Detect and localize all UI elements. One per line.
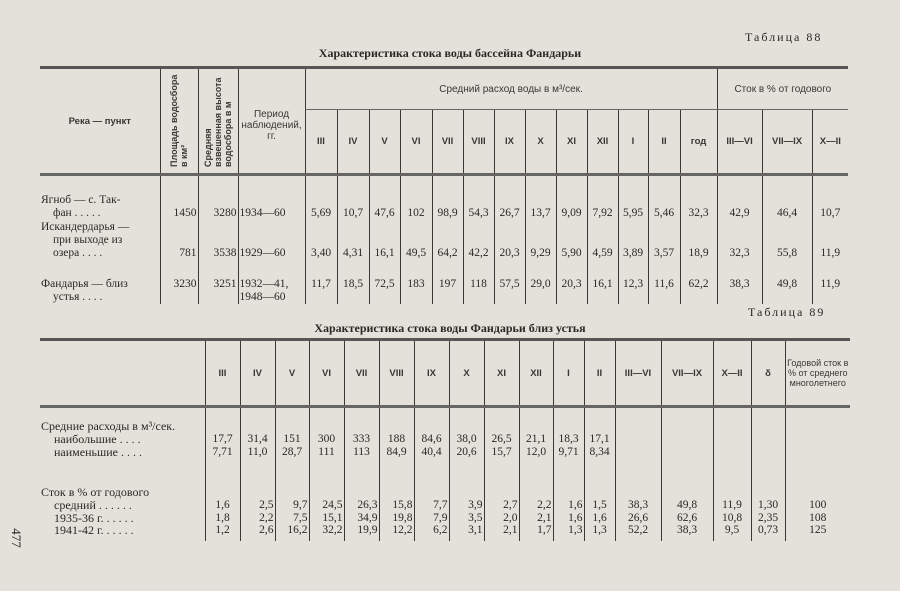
row-value: [615, 433, 661, 446]
empty-cell: [484, 537, 519, 541]
row-value: 113: [344, 446, 379, 459]
table-89-title: Характеристика стока воды Фандарьи близ устья: [314, 321, 586, 335]
row-value: 15,7: [484, 446, 519, 459]
empty-cell: [205, 458, 240, 480]
row-value: 15,1: [309, 512, 344, 525]
month-flow-value: 49,5: [400, 220, 432, 260]
page-number: 477: [8, 528, 24, 548]
table-row: [40, 260, 848, 304]
table-89: [40, 338, 850, 541]
row-value: 10,8: [713, 512, 751, 525]
row-value: 1,6: [205, 499, 240, 512]
table-89-number: Таблица 89: [748, 305, 826, 319]
height-value: 3280: [198, 175, 238, 221]
row-value: 38,3: [615, 499, 661, 512]
month-flow-value: 18,5: [337, 260, 369, 304]
empty-cell: [275, 480, 309, 499]
header-column: X: [449, 340, 484, 407]
empty-cell: [414, 537, 449, 541]
month-flow-value: 98,9: [432, 175, 463, 221]
empty-cell: [519, 480, 553, 499]
row-value: 26,6: [615, 512, 661, 525]
empty-cell: [240, 407, 275, 434]
row-label: 1935-36 г. . . . . .: [54, 511, 134, 524]
row-value: 2,0: [484, 512, 519, 525]
empty-cell: [519, 537, 553, 541]
header-column: VI: [309, 340, 344, 407]
row-value: 52,2: [615, 524, 661, 537]
row-value: 6,2: [414, 524, 449, 537]
period-share-value: 46,4: [762, 175, 812, 221]
spacer-row: [40, 537, 850, 541]
row-value: 12,0: [519, 446, 553, 459]
header-column: X—II: [713, 340, 751, 407]
section-title-row: [40, 480, 850, 499]
row-value: 1,7: [519, 524, 553, 537]
month-flow-value: 13,7: [525, 175, 556, 221]
river-name-line: фан . . . . .: [53, 207, 101, 219]
row-value: 11,9: [713, 499, 751, 512]
month-flow-value: 54,3: [463, 175, 494, 221]
header-period-share: X—II: [812, 110, 848, 175]
row-value: 28,7: [275, 446, 309, 459]
row-value: 2,1: [484, 524, 519, 537]
river-name-line: Фандарья — близ: [41, 278, 128, 290]
row-value: 34,9: [344, 512, 379, 525]
header-period-share: VII—IX: [762, 110, 812, 175]
empty-cell: [205, 537, 240, 541]
empty-cell: [309, 407, 344, 434]
header-row: [40, 340, 850, 407]
row-value: 100: [785, 499, 850, 512]
empty-cell: [553, 480, 584, 499]
header-annual-share: Годовой сток в % от среднего многолетнего: [785, 340, 850, 407]
row-value: [713, 446, 751, 459]
period-share-value: 32,3: [717, 220, 762, 260]
month-flow-value: 5,46: [648, 175, 680, 221]
area-value: 781: [160, 220, 198, 260]
header-column: IV: [240, 340, 275, 407]
row-label: наибольшие . . . .: [54, 433, 141, 446]
empty-cell: [713, 480, 751, 499]
row-value: [661, 433, 713, 446]
empty-cell: [309, 537, 344, 541]
row-value: 9,7: [275, 499, 309, 512]
header-period: Период наблюдений, гг.: [238, 68, 305, 175]
month-flow-value: 57,5: [494, 260, 525, 304]
area-value: 1450: [160, 175, 198, 221]
row-value: 16,2: [275, 524, 309, 537]
month-flow-value: 4,31: [337, 220, 369, 260]
month-flow-value: 183: [400, 260, 432, 304]
empty-cell: [449, 537, 484, 541]
month-flow-value: 3,40: [305, 220, 337, 260]
row-label: 1941-42 г. . . . . .: [54, 524, 134, 537]
row-value: 84,6: [414, 433, 449, 446]
row-value: 188: [379, 433, 414, 446]
empty-cell: [713, 407, 751, 434]
spacer-row: [40, 458, 850, 480]
month-flow-value: 4,59: [587, 220, 618, 260]
empty-cell: [584, 537, 615, 541]
row-value: 0,73: [751, 524, 785, 537]
header-column: III: [205, 340, 240, 407]
empty-cell: [240, 537, 275, 541]
row-value: 9,71: [553, 446, 584, 459]
empty-cell: [414, 480, 449, 499]
table-row: [40, 446, 850, 459]
period-share-value: 42,9: [717, 175, 762, 221]
empty-cell: [379, 458, 414, 480]
empty-cell: [484, 407, 519, 434]
month-flow-value: 72,5: [369, 260, 400, 304]
row-value: 3,1: [449, 524, 484, 537]
month-flow-value: 42,2: [463, 220, 494, 260]
row-value: 1,3: [553, 524, 584, 537]
month-flow-value: 20,3: [494, 220, 525, 260]
row-value: 2,6: [240, 524, 275, 537]
empty-cell: [661, 480, 713, 499]
table-row: [40, 220, 848, 260]
row-value: 18,3: [553, 433, 584, 446]
header-area: [160, 68, 198, 175]
month-flow-value: 18,9: [680, 220, 717, 260]
header-month: I: [618, 110, 648, 175]
row-value: [785, 446, 850, 459]
section-title-row: [40, 407, 850, 434]
header-share-group: Сток в % от годового: [717, 68, 848, 110]
row-value: 111: [309, 446, 344, 459]
row-value: 1,30: [751, 499, 785, 512]
empty-cell: [484, 480, 519, 499]
period-share-value: 10,7: [812, 175, 848, 221]
row-value: 17,1: [584, 433, 615, 446]
empty-cell: [344, 537, 379, 541]
month-flow-value: 9,29: [525, 220, 556, 260]
row-value: 1,6: [584, 512, 615, 525]
row-value: 26,5: [484, 433, 519, 446]
header-period-share: III—VI: [717, 110, 762, 175]
header-column: δ: [751, 340, 785, 407]
height-value: 3538: [198, 220, 238, 260]
row-value: 62,6: [661, 512, 713, 525]
row-value: 1,5: [584, 499, 615, 512]
area-value: 3230: [160, 260, 198, 304]
empty-cell: [661, 537, 713, 541]
header-month: XII: [587, 110, 618, 175]
row-value: 19,8: [379, 512, 414, 525]
row-value: 1,8: [205, 512, 240, 525]
row-value: 108: [785, 512, 850, 525]
month-flow-value: 11,6: [648, 260, 680, 304]
header-column: IX: [414, 340, 449, 407]
period-share-value: 11,9: [812, 260, 848, 304]
row-value: [751, 433, 785, 446]
row-value: 24,5: [309, 499, 344, 512]
river-name-line: Искандердарья —: [41, 221, 130, 233]
row-value: 84,9: [379, 446, 414, 459]
table-row: [40, 499, 850, 512]
empty-cell: [449, 458, 484, 480]
month-flow-value: 32,3: [680, 175, 717, 221]
month-flow-value: 5,95: [618, 175, 648, 221]
period-share-value: 49,8: [762, 260, 812, 304]
row-value: 21,1: [519, 433, 553, 446]
row-value: 32,2: [309, 524, 344, 537]
river-name: [40, 260, 160, 304]
header-month: VI: [400, 110, 432, 175]
header-month: IV: [337, 110, 369, 175]
spacer: [40, 458, 205, 480]
river-name-line: устья . . . .: [53, 291, 103, 303]
river-name: [40, 175, 160, 221]
row-value: 1,6: [553, 499, 584, 512]
empty-cell: [275, 458, 309, 480]
empty-cell: [785, 480, 850, 499]
row-value: 7,9: [414, 512, 449, 525]
empty-cell: [414, 458, 449, 480]
section-title: Средние расходы в м³/сек.: [41, 419, 176, 433]
row-value: 26,3: [344, 499, 379, 512]
header-column: I: [553, 340, 584, 407]
table-row: [40, 433, 850, 446]
month-flow-value: 16,1: [587, 260, 618, 304]
empty-cell: [205, 480, 240, 499]
empty-cell: [519, 407, 553, 434]
month-flow-value: 9,09: [556, 175, 587, 221]
table-row: [40, 524, 850, 537]
header-area-text: Площадь водосбора в км²: [169, 74, 189, 167]
row-value: [661, 446, 713, 459]
empty-cell: [379, 537, 414, 541]
row-value: 3,5: [449, 512, 484, 525]
row-value: 40,4: [414, 446, 449, 459]
month-flow-value: 62,2: [680, 260, 717, 304]
header-month: X: [525, 110, 556, 175]
empty-cell: [584, 407, 615, 434]
empty-cell: [344, 407, 379, 434]
header-blank: [40, 340, 205, 407]
empty-cell: [751, 407, 785, 434]
month-flow-value: 10,7: [337, 175, 369, 221]
row-value: 151: [275, 433, 309, 446]
month-flow-value: 16,1: [369, 220, 400, 260]
row-value: 7,7: [414, 499, 449, 512]
period-value: 1934—60: [238, 175, 305, 221]
empty-cell: [344, 480, 379, 499]
month-flow-value: 3,89: [618, 220, 648, 260]
empty-cell: [240, 480, 275, 499]
row-value: 7,71: [205, 446, 240, 459]
header-height-text: Средняя взвешенная высота водосбора в м: [203, 77, 233, 167]
empty-cell: [240, 458, 275, 480]
empty-cell: [553, 407, 584, 434]
row-label: наименьшие . . . .: [54, 445, 142, 458]
row-value: [751, 446, 785, 459]
row-label: средний . . . . . .: [54, 499, 132, 512]
header-column: XII: [519, 340, 553, 407]
empty-cell: [449, 480, 484, 499]
month-flow-value: 64,2: [432, 220, 463, 260]
month-flow-value: 11,7: [305, 260, 337, 304]
empty-cell: [615, 407, 661, 434]
empty-cell: [713, 458, 751, 480]
header-month: IX: [494, 110, 525, 175]
table-row: [40, 175, 848, 221]
empty-cell: [785, 537, 850, 541]
header-column: V: [275, 340, 309, 407]
river-name-line: при выходе из: [53, 234, 123, 246]
table-88: [40, 66, 848, 304]
row-value: 2,1: [519, 512, 553, 525]
period-value: 1929—60: [238, 220, 305, 260]
header-river: Река — пункт: [40, 68, 160, 175]
header-flow-group: Средний расход воды в м³/сек.: [305, 68, 717, 110]
empty-cell: [661, 407, 713, 434]
table-88-title: Характеристика стока воды бассейна Фандарьи: [318, 46, 582, 60]
river-name: [40, 220, 160, 260]
header-month: V: [369, 110, 400, 175]
month-flow-value: 118: [463, 260, 494, 304]
table-88-number: Таблица 88: [745, 30, 823, 44]
header-month: год: [680, 110, 717, 175]
empty-cell: [615, 480, 661, 499]
header-row-group: [40, 68, 848, 110]
month-flow-value: 47,6: [369, 175, 400, 221]
row-value: [713, 433, 751, 446]
row-value: 2,2: [519, 499, 553, 512]
empty-cell: [751, 458, 785, 480]
table-row: [40, 512, 850, 525]
row-value: 125: [785, 524, 850, 537]
month-flow-value: 102: [400, 175, 432, 221]
empty-cell: [584, 480, 615, 499]
header-column: VII: [344, 340, 379, 407]
row-value: 38,0: [449, 433, 484, 446]
empty-cell: [553, 458, 584, 480]
month-flow-value: 26,7: [494, 175, 525, 221]
height-value: 3251: [198, 260, 238, 304]
header-height: [198, 68, 238, 175]
month-flow-value: 197: [432, 260, 463, 304]
spacer: [40, 537, 205, 541]
row-value: [785, 433, 850, 446]
row-value: 9,5: [713, 524, 751, 537]
month-flow-value: 5,90: [556, 220, 587, 260]
row-value: 38,3: [661, 524, 713, 537]
row-value: 2,7: [484, 499, 519, 512]
row-value: 1,3: [584, 524, 615, 537]
empty-cell: [751, 480, 785, 499]
row-value: 333: [344, 433, 379, 446]
header-column: XI: [484, 340, 519, 407]
empty-cell: [379, 407, 414, 434]
header-month: VII: [432, 110, 463, 175]
empty-cell: [785, 407, 850, 434]
month-flow-value: 7,92: [587, 175, 618, 221]
empty-cell: [785, 458, 850, 480]
empty-cell: [519, 458, 553, 480]
header-column: III—VI: [615, 340, 661, 407]
row-value: 1,2: [205, 524, 240, 537]
row-value: 2,2: [240, 512, 275, 525]
period-value: 1932—41, 1948—60: [238, 260, 305, 304]
empty-cell: [615, 458, 661, 480]
header-column: VIII: [379, 340, 414, 407]
row-value: 20,6: [449, 446, 484, 459]
header-month: XI: [556, 110, 587, 175]
empty-cell: [584, 458, 615, 480]
period-share-value: 55,8: [762, 220, 812, 260]
row-value: 2,5: [240, 499, 275, 512]
header-month: VIII: [463, 110, 494, 175]
row-value: 31,4: [240, 433, 275, 446]
month-flow-value: 20,3: [556, 260, 587, 304]
empty-cell: [751, 537, 785, 541]
month-flow-value: 5,69: [305, 175, 337, 221]
empty-cell: [661, 458, 713, 480]
empty-cell: [344, 458, 379, 480]
period-share-value: 11,9: [812, 220, 848, 260]
row-value: 2,35: [751, 512, 785, 525]
empty-cell: [553, 537, 584, 541]
empty-cell: [309, 480, 344, 499]
month-flow-value: 3,57: [648, 220, 680, 260]
row-value: 17,7: [205, 433, 240, 446]
header-column: II: [584, 340, 615, 407]
empty-cell: [309, 458, 344, 480]
row-value: 12,2: [379, 524, 414, 537]
row-value: 7,5: [275, 512, 309, 525]
section-title: Сток в % от годового: [41, 485, 150, 499]
month-flow-value: 29,0: [525, 260, 556, 304]
row-value: 1,6: [553, 512, 584, 525]
header-month: III: [305, 110, 337, 175]
empty-cell: [484, 458, 519, 480]
empty-cell: [379, 480, 414, 499]
empty-cell: [615, 537, 661, 541]
header-month: II: [648, 110, 680, 175]
empty-cell: [449, 407, 484, 434]
row-value: [615, 446, 661, 459]
row-value: 11,0: [240, 446, 275, 459]
row-value: 8,34: [584, 446, 615, 459]
river-name-line: озера . . . .: [53, 247, 103, 259]
row-value: 300: [309, 433, 344, 446]
empty-cell: [713, 537, 751, 541]
header-column: VII—IX: [661, 340, 713, 407]
empty-cell: [275, 407, 309, 434]
row-value: 19,9: [344, 524, 379, 537]
row-value: 3,9: [449, 499, 484, 512]
empty-cell: [275, 537, 309, 541]
month-flow-value: 12,3: [618, 260, 648, 304]
river-name-line: Ягноб — с. Так-: [41, 194, 121, 206]
empty-cell: [205, 407, 240, 434]
row-value: 15,8: [379, 499, 414, 512]
period-share-value: 38,3: [717, 260, 762, 304]
row-value: 49,8: [661, 499, 713, 512]
empty-cell: [414, 407, 449, 434]
